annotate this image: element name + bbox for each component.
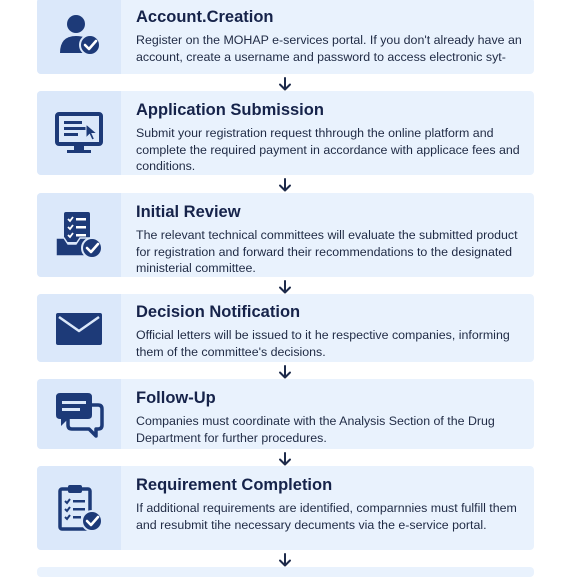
user-check-icon	[52, 9, 106, 63]
step-description: Submit your registration request thhrough the online platform and complete the required payment in accordance with applicace fees and conditions.	[136, 126, 520, 173]
step-title: Initial Review	[136, 203, 241, 221]
step-card-initial-review	[37, 193, 534, 277]
step-icon-container	[37, 294, 121, 362]
arrow-down-icon	[277, 552, 293, 568]
checklist-inbox-icon	[52, 208, 106, 262]
clipboard-check-icon	[52, 481, 106, 535]
step-icon-container	[37, 0, 121, 74]
arrow-down-icon	[277, 76, 293, 92]
step-title: Requirement Completion	[136, 476, 333, 494]
step-description: Companies must coordinate with the Analysis Section of the Drug Department for further procedures.	[136, 414, 495, 445]
step-description: Register on the MOHAP e-services portal. If you don't already have an account, create a username and password to access electronic syt-	[136, 33, 522, 64]
step-icon-container	[37, 466, 121, 550]
step-icon-container	[37, 193, 121, 277]
arrow-down-icon	[277, 451, 293, 467]
step-card-decision-notification	[37, 294, 534, 362]
step-icon-container	[37, 91, 121, 175]
chat-bubbles-icon	[52, 387, 106, 441]
step-content	[121, 193, 534, 277]
step-description: Official letters will be issued to it he respective companies, informing them of the committee's decisions.	[136, 328, 510, 359]
step-title: Account.Creation	[136, 8, 274, 26]
step-title: Application Submission	[136, 101, 324, 119]
step-icon-container	[37, 379, 121, 449]
arrow-down-icon	[277, 177, 293, 193]
step-card-next	[37, 567, 534, 577]
step-card-account-creation	[37, 0, 534, 74]
step-title: Decision Notification	[136, 303, 301, 321]
step-card-application-submission	[37, 91, 534, 175]
arrow-down-icon	[277, 364, 293, 380]
step-title: Follow-Up	[136, 389, 216, 407]
step-content	[121, 294, 534, 362]
arrow-down-icon	[277, 279, 293, 295]
step-description: If additional requirements are identified, comparnnies must fulfill them and resubmit tihe necessary decuments via the e-service portal.	[136, 501, 517, 532]
step-description: The relevant technical committees will evaluate the submitted product for registration and forward their recommendations to the designated ministerial committee.	[136, 228, 518, 275]
step-content	[121, 466, 534, 550]
envelope-icon	[52, 301, 106, 355]
monitor-cursor-icon	[52, 106, 106, 160]
step-content	[121, 91, 534, 175]
step-content	[121, 0, 534, 74]
step-card-follow-up	[37, 379, 534, 449]
step-content	[121, 379, 534, 449]
step-card-requirement-completion	[37, 466, 534, 550]
